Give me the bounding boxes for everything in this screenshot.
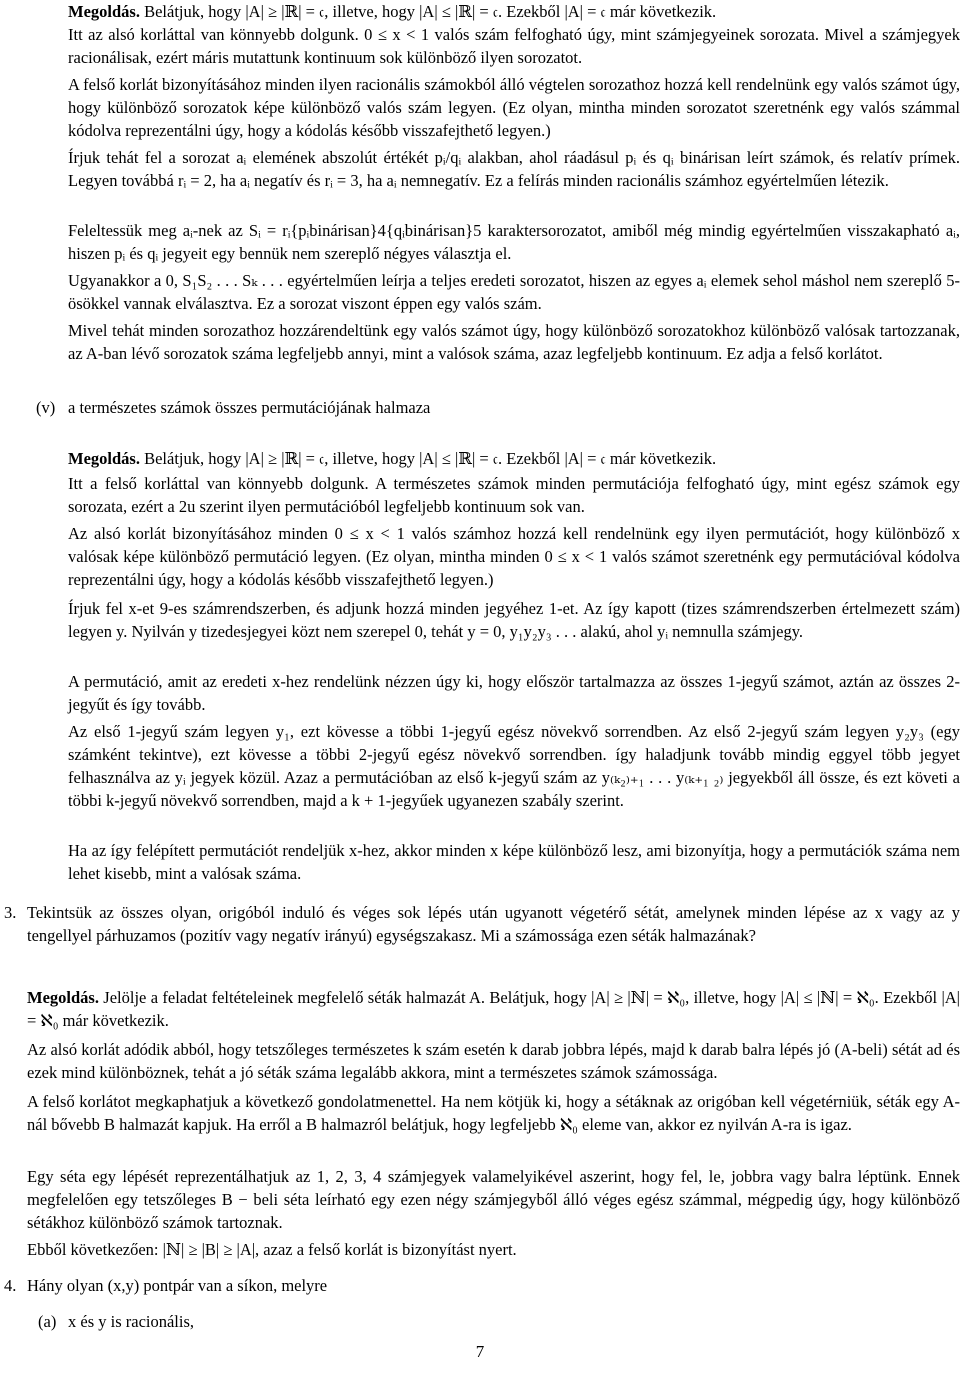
page-number: 7 [475, 1342, 485, 1361]
question-number: 3. [4, 903, 17, 922]
paragraph: Ugyanakkor a 0, S₁S₂ . . . Sₖ . . . egyértelműen leírja a teljes eredeti sorozatot, hiszen az egyes aᵢ elemek sehol máshol nem szereplő 5-ösökkel vannak elválasztva. Ez a sorozat viszont éppen egy valós szám. [68, 271, 960, 313]
paragraph: Itt az alsó korláttal van könnyebb dolgunk. 0 ≤ x < 1 valós szám felfogható úgy, mint számjegyeinek sorozata. Mivel a számjegyek racionálisak, ezért máris mutattunk kontinuum sok különböző ilyen sorozatot. [68, 25, 960, 67]
paragraph: Írjuk tehát fel a sorozat aᵢ elemének abszolút értékét pᵢ/qᵢ alakban, ahol ráadásul pᵢ és qᵢ binárisan leírt számok, és relatív prímek. Legyen továbbá rᵢ = 2, ha aᵢ negatív és rᵢ = 3, ha aᵢ nemnegatív. Ez a felírás minden racionális számhoz egyértelműen létezik. [68, 148, 960, 190]
paragraph: Megoldás. Jelölje a feladat feltételeinek megfelelő séták halmazát A. Belátjuk, hogy |A| ≥ |ℕ| = ℵ₀, illetve, hogy |A| ≤ |ℕ| = ℵ₀. Ezekből |A| = ℵ₀ már következik. [27, 988, 960, 1030]
solution-label: Megoldás. [27, 988, 99, 1007]
paragraph: Ebből következően: |ℕ| ≥ |B| ≥ |A|, azaz a felső korlát is bizonyítást nyert. [27, 1240, 517, 1259]
item-label: (v) [36, 398, 56, 417]
solution-block-2 [68, 447, 960, 885]
paragraph: Megoldás. Belátjuk, hogy |A| ≥ |ℝ| = 𝔠, illetve, hogy |A| ≤ |ℝ| = 𝔠. Ezekből |A| = 𝔠 már következik. [68, 2, 717, 21]
item-text: x és y is racionális, [68, 1312, 195, 1331]
paragraph: Ha az így felépített permutációt rendeljük x-hez, akkor minden x képe különböző lesz, ami bizonyítja, hogy a permutációk száma nem lehet kisebb, mint a valósak száma. [68, 841, 960, 883]
paragraph: Feleltessük meg aᵢ-nek az Sᵢ = rᵢ{pᵢbinárisan}4{qᵢbinárisan}5 karaktersorozatot, amiből még mindig egyértelműen visszakapható aᵢ, hiszen pᵢ és qᵢ jegyeit egy bennük nem szereplő négyes választja el. [68, 221, 960, 263]
paragraph: A felső korlátot megkaphatjuk a következő gondolatmenettel. Ha nem kötjük ki, hogy a sétáknak az origóban kell végetérniük, séták egy A-nál bővebb B halmazát kapjuk. Ha erről a B halmazról belátjuk, hogy legfeljebb ℵ₀ eleme van, akkor ez nyilván A-ra is igaz. [27, 1092, 960, 1134]
paragraph: Egy séta egy lépését reprezentálhatjuk az 1, 2, 3, 4 számjegyek valamelyikével aszerint, hogy fel, le, jobbra vagy balra léptünk. Ennek megfelelően egy tetszőleges B − beli séta leírható egy ezen négy számjegyből álló véges egész számmal, mégpedig úgy, hogy különböző sétákhoz különböző számok tartoznak. [27, 1167, 960, 1232]
item-text: a természetes számok összes permutációjának halmaza [68, 398, 431, 417]
paragraph: A permutáció, amit az eredeti x-hez rendelünk nézzen úgy ki, hogy először tartalmazza az összes 1-jegyű számot, aztán az összes 2-jegyűt és így tovább. [68, 672, 960, 714]
question-text: Tekintsük az összes olyan, origóból induló és véges sok lépés után ugyanott végetérő sétát, amelynek minden lépése az x vagy az y tengellyel párhuzamos (pozitív vagy negatív irányú) egységszakasz. Mi a számossága ezen séták halmazának? [27, 903, 960, 945]
paragraph: Mivel tehát minden sorozathoz hozzárendeltünk egy valós számot úgy, hogy különböző sorozatokhoz különböző valósak tartozzanak, az A-ban lévő sorozatok száma legfeljebb annyi, mint a valósok száma, azaz legfeljebb kontinuum. Ez adja a felső korlátot. [68, 321, 960, 363]
paragraph: Itt a felső korláttal van könnyebb dolgunk. A természetes számok minden permutációja felfogható úgy, mint egész számok egy sorozata, ezért a 2u szerint ilyen permutációból legfeljebb kontinuum sok van. [68, 474, 960, 516]
paragraph: Írjuk fel x-et 9-es számrendszerben, és adjunk hozzá minden jegyéhez 1-et. Az így kapott (tizes számrendszerben értelmezett szám) legyen y. Nyilván y tizedesjegyei közt nem szerepel 0, tehát y = 0, y₁y₂y₃ . . . alakú, ahol yᵢ nemnulla számjegy. [68, 599, 960, 641]
solution-block-3 [27, 986, 960, 1261]
solution-label: Megoldás. [68, 2, 140, 21]
item-label: (a) [38, 1312, 57, 1331]
paragraph: Az alsó korlát adódik abból, hogy tetszőleges természetes k szám esetén k darab jobbra lépés, majd k darab balra lépés jó (A-beli) sétát ad és ezek mind különböznek, tehát a jó séták száma legalább akkora, mint a természetes számok számossága. [27, 1040, 960, 1082]
question-text: Hány olyan (x,y) pontpár van a síkon, melyre [27, 1276, 328, 1295]
solution-label: Megoldás. [68, 449, 140, 468]
paragraph: A felső korlát bizonyításához minden ilyen racionális számokból álló végtelen sorozathoz hozzá kell rendelnünk egy valós számot úgy, hogy különböző sorozatok képe különböző valós szám legyen. (Ez olyan, mintha minden sorozatot szeretnénk egy valós számmal kódolva reprezentálni úgy, hogy a kódolás később visszafejthető legyen.) [68, 75, 960, 140]
paragraph: Az első 1-jegyű szám legyen y₁, ezt kövesse a többi 1-jegyű egész növekvő sorrendben. Az első 2-jegyű szám legyen y₂y₃ (egy számként tekintve), ezt kövesse a többi 2-jegyű egész növekvő sorrendben. így haladjunk tovább mindig eggyel több jegyet felhasználva az yᵢ jegyek közül. Azaz a permutációban az első k-jegyű szám az y₍ₖ₂₎₊₁ . . . y₍ₖ₊₁ ₂₎ jegyekből áll össze, és ezt követi a többi k-jegyű növekvő sorrendben, majd a k + 1-jegyűek ugyanezen szabály szerint. [68, 722, 960, 810]
paragraph: Megoldás. Belátjuk, hogy |A| ≥ |ℝ| = 𝔠, illetve, hogy |A| ≤ |ℝ| = 𝔠. Ezekből |A| = 𝔠 már következik. [68, 449, 717, 468]
question-number: 4. [4, 1276, 17, 1295]
paragraph: Az alsó korlát bizonyításához minden 0 ≤ x < 1 valós számhoz hozzá kell rendelnünk egy ilyen permutációt, hogy különböző x valósak képe különböző permutáció legyen. (Ez olyan, mintha minden 0 ≤ x < 1 valós számot szeretnénk egy permutációval kódolva reprezentálni úgy, hogy a kódolás később visszafejthető legyen.) [68, 524, 960, 589]
solution-block-1 [68, 0, 960, 388]
